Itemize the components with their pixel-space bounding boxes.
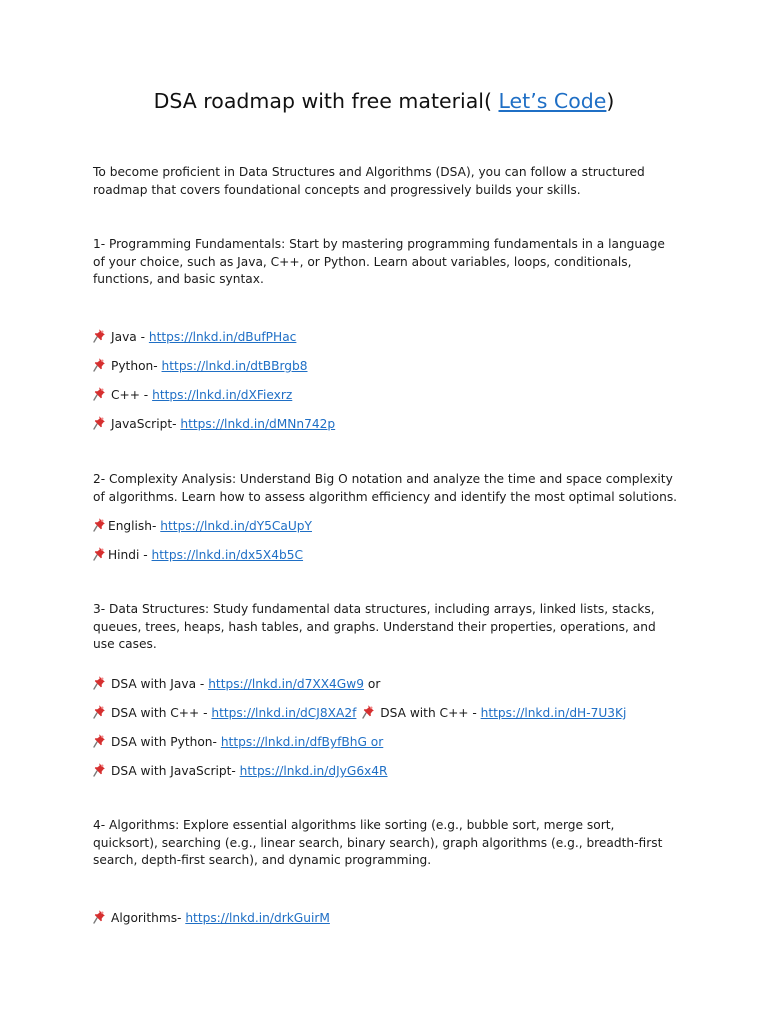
item-label: Hindi - xyxy=(108,548,152,562)
lets-code-link[interactable]: Let’s Code xyxy=(498,89,607,113)
intro-paragraph: To become proficient in Data Structures and Algorithms (DSA), you can follow a structured roadmap that covers foundational concepts and progressively builds your skills. xyxy=(93,165,645,197)
dsa-java-link[interactable]: https://lnkd.in/d7XX4Gw9 xyxy=(208,677,364,691)
pushpin-icon xyxy=(93,386,106,401)
java-link[interactable]: https://lnkd.in/dBufPHac xyxy=(148,330,297,344)
item-label: Algorithms- xyxy=(111,911,186,925)
list-item xyxy=(93,386,292,404)
pushpin-icon xyxy=(93,328,106,343)
list-item xyxy=(93,415,335,433)
section-4-text: 4- Algorithms: Explore essential algorithms like sorting (e.g., bubble sort, merge sort, quicksort), searching (e.g., linear search, binary search), graph algorithms (e.g., breadth-first search, depth-first search), and dynamic programming. xyxy=(93,818,663,867)
pushpin-icon xyxy=(93,517,106,532)
cpp-link[interactable]: https://lnkd.in/dXFiexrz xyxy=(152,388,293,402)
section-3-text: 3- Data Structures: Study fundamental data structures, including arrays, linked lists, stacks, queues, trees, heaps, hash tables, and graphs. Understand their properties, operations, and use cases. xyxy=(93,602,656,651)
item-suffix: or xyxy=(363,677,381,691)
pushpin-icon xyxy=(93,415,106,430)
item-label: C++ - xyxy=(111,388,153,402)
list-item xyxy=(93,762,388,780)
item-label: DSA with C++ - xyxy=(380,706,481,720)
section-1-text: 1- Programming Fundamentals: Start by mastering programming fundamentals in a language of your choice, such as Java, C++, or Python. Learn about variables, loops, conditionals, functions, and basic syntax. xyxy=(93,237,665,286)
pushpin-icon xyxy=(93,762,106,777)
item-label: DSA with C++ - xyxy=(111,706,212,720)
title-suffix: ) xyxy=(606,89,615,113)
list-item xyxy=(93,733,383,751)
title-text: DSA roadmap with free material( xyxy=(153,89,499,113)
item-label: DSA with JavaScript- xyxy=(111,764,240,778)
list-item xyxy=(93,909,330,927)
pushpin-icon xyxy=(93,704,106,719)
algorithms-link[interactable]: https://lnkd.in/drkGuirM xyxy=(185,911,330,925)
list-item xyxy=(93,675,380,693)
section-2-text: 2- Complexity Analysis: Understand Big O notation and analyze the time and space complexity of algorithms. Learn how to assess algorithm efficiency and identify the most optimal solutions. xyxy=(93,472,678,504)
pushpin-icon xyxy=(362,704,375,719)
dsa-cpp-link[interactable]: https://lnkd.in/dCJ8XA2f xyxy=(211,706,357,720)
pushpin-icon xyxy=(93,546,106,561)
pushpin-icon xyxy=(93,733,106,748)
list-item xyxy=(93,328,296,346)
english-link[interactable]: https://lnkd.in/dY5CaUpY xyxy=(160,519,312,533)
dsa-cpp-alt-link[interactable]: https://lnkd.in/dH-7U3Kj xyxy=(480,706,627,720)
javascript-link[interactable]: https://lnkd.in/dMNn742p xyxy=(180,417,336,431)
pushpin-icon xyxy=(93,909,106,924)
list-item xyxy=(93,704,626,722)
item-label: Java - xyxy=(111,330,149,344)
dsa-javascript-link[interactable]: https://lnkd.in/dJyG6x4R xyxy=(239,764,388,778)
item-label: Python- xyxy=(111,359,162,373)
pushpin-icon xyxy=(93,357,106,372)
item-label: JavaScript- xyxy=(111,417,181,431)
item-label: English- xyxy=(108,519,161,533)
list-item xyxy=(93,357,307,375)
pushpin-icon xyxy=(93,675,106,690)
python-link[interactable]: https://lnkd.in/dtBBrgb8 xyxy=(161,359,308,373)
hindi-link[interactable]: https://lnkd.in/dx5X4b5C xyxy=(151,548,304,562)
page-title xyxy=(0,87,768,115)
dsa-python-link[interactable]: https://lnkd.in/dfByfBhG or xyxy=(220,735,384,749)
list-item xyxy=(93,546,303,564)
item-label: DSA with Java - xyxy=(111,677,209,691)
list-item xyxy=(93,517,312,535)
item-label: DSA with Python- xyxy=(111,735,221,749)
